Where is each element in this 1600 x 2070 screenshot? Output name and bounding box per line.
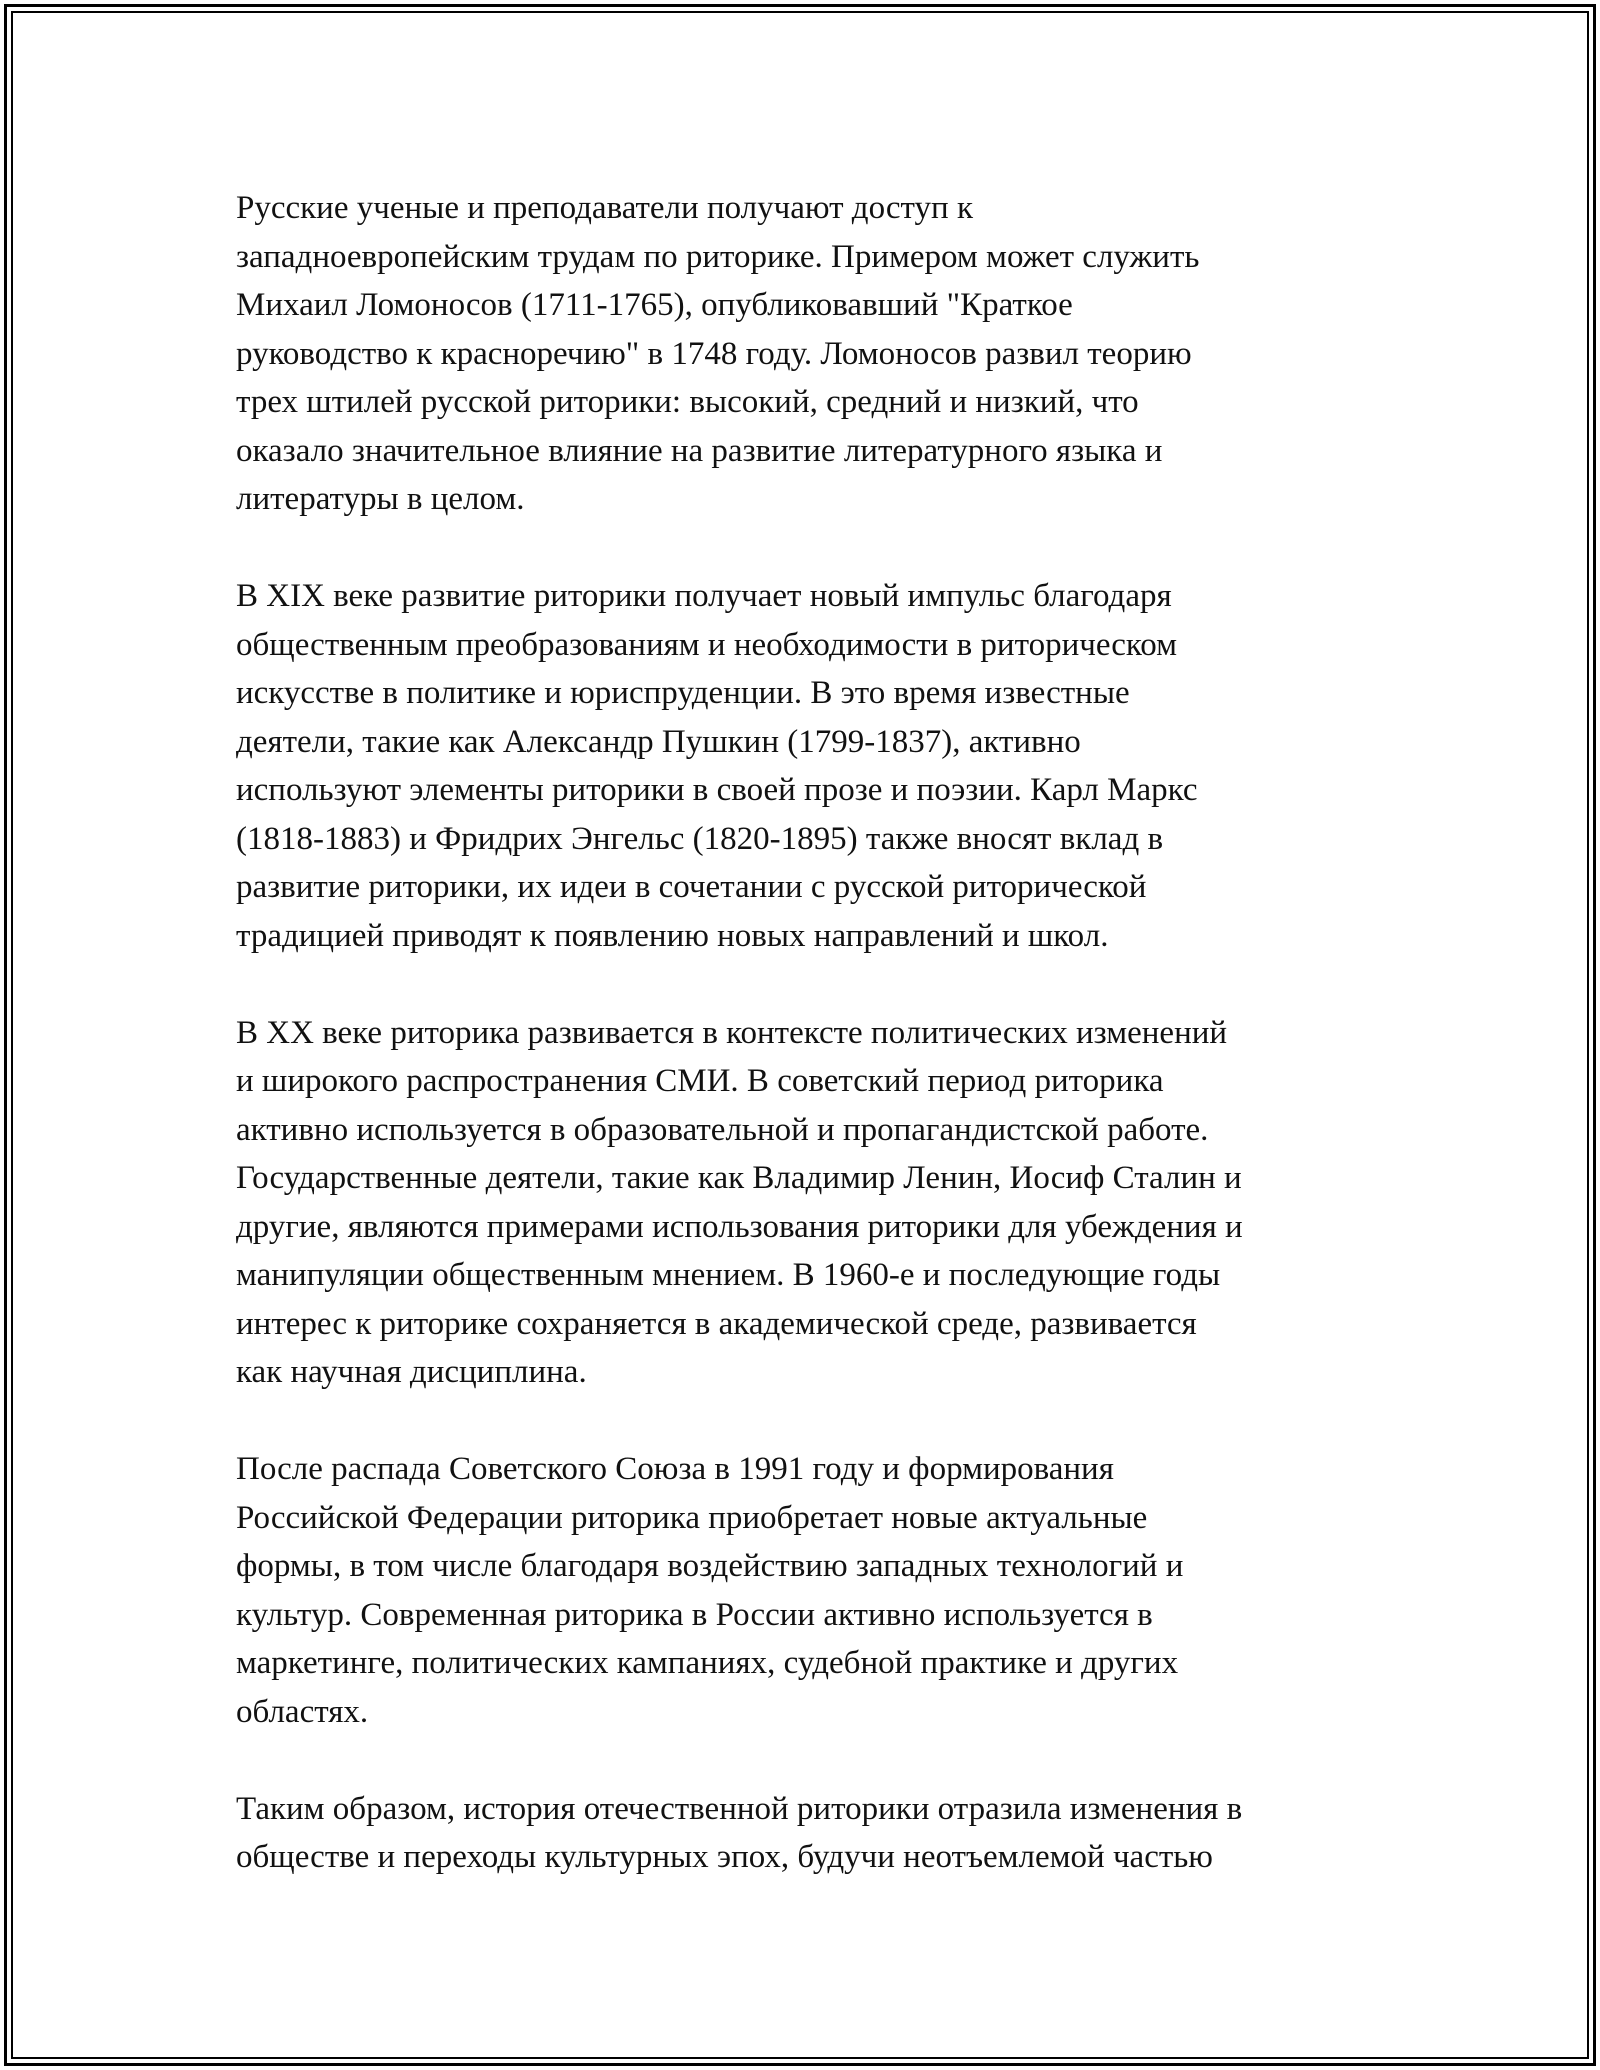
text-line: как научная дисциплина.	[236, 1354, 587, 1390]
text-line: развитие риторики, их идеи в сочетании с русской риторической	[236, 869, 1147, 905]
text-line: Таким образом, история отечественной риторики отразила изменения в	[236, 1790, 1243, 1827]
text-line: традицией приводят к появлению новых направлений и школ.	[236, 917, 1109, 954]
text-line: литературы в целом.	[236, 481, 525, 517]
paragraph-1	[236, 184, 1366, 524]
text-line: трех штилей русской риторики: высокий, средний и низкий, что	[236, 384, 1139, 420]
text-line: используют элементы риторики в своей прозе и поэзии. Карл Маркс	[236, 772, 1198, 808]
text-line: обществе и переходы культурных эпох, будучи неотъемлемой частью	[236, 1839, 1213, 1875]
paragraph-5	[236, 1785, 1366, 1882]
text-line: руководство к красноречию" в 1748 году. Ломоносов развил теорию	[236, 335, 1192, 372]
text-line: маркетинге, политических кампаниях, судебной практике и других	[236, 1645, 1179, 1681]
text-line: активно используется в образовательной и пропагандистской работе.	[236, 1111, 1209, 1148]
text-line: другие, являются примерами использования риторики для убеждения и	[236, 1208, 1243, 1245]
paragraph-4	[236, 1445, 1366, 1736]
text-line: манипуляции общественным мнением. В 1960-е и последующие годы	[236, 1257, 1221, 1293]
text-line: областях.	[236, 1693, 369, 1730]
text-line: В XX веке риторика развивается в контексте политических изменений	[236, 1014, 1228, 1051]
text-line: западноевропейским трудам по риторике. Примером может служить	[236, 238, 1200, 275]
text-line: Российской Федерации риторика приобретает новые актуальные	[236, 1499, 1148, 1536]
text-line: формы, в том числе благодаря воздействию западных технологий и	[236, 1548, 1184, 1584]
text-line: искусстве в политике и юриспруденции. В это время известные	[236, 675, 1130, 711]
text-line: культур. Современная риторика в России активно используется в	[236, 1596, 1153, 1633]
text-line: деятели, такие как Александр Пушкин (1799-1837), активно	[236, 723, 1081, 760]
text-line: интерес к риторике сохраняется в академической среде, развивается	[236, 1305, 1197, 1342]
paragraph-3	[236, 1009, 1366, 1397]
text-line: общественным преобразованиям и необходимости в риторическом	[236, 626, 1178, 663]
text-line: Государственные деятели, такие как Владимир Ленин, Иосиф Сталин и	[236, 1160, 1242, 1196]
text-line: оказало значительное влияние на развитие литературного языка и	[236, 432, 1163, 469]
text-line: В XIX веке развитие риторики получает новый импульс благодаря	[236, 578, 1172, 614]
text-line: После распада Советского Союза в 1991 году и формирования	[236, 1451, 1114, 1487]
paragraph-2	[236, 572, 1366, 960]
document-body	[236, 184, 1366, 1930]
text-line: Русские ученые и преподаватели получают доступ к	[236, 190, 973, 226]
text-line: и широкого распространения СМИ. В советский период риторика	[236, 1063, 1164, 1099]
text-line: Михаил Ломоносов (1711-1765), опубликовавший "Краткое	[236, 287, 1073, 323]
text-line: (1818-1883) и Фридрих Энгельс (1820-1895) также вносят вклад в	[236, 820, 1164, 857]
